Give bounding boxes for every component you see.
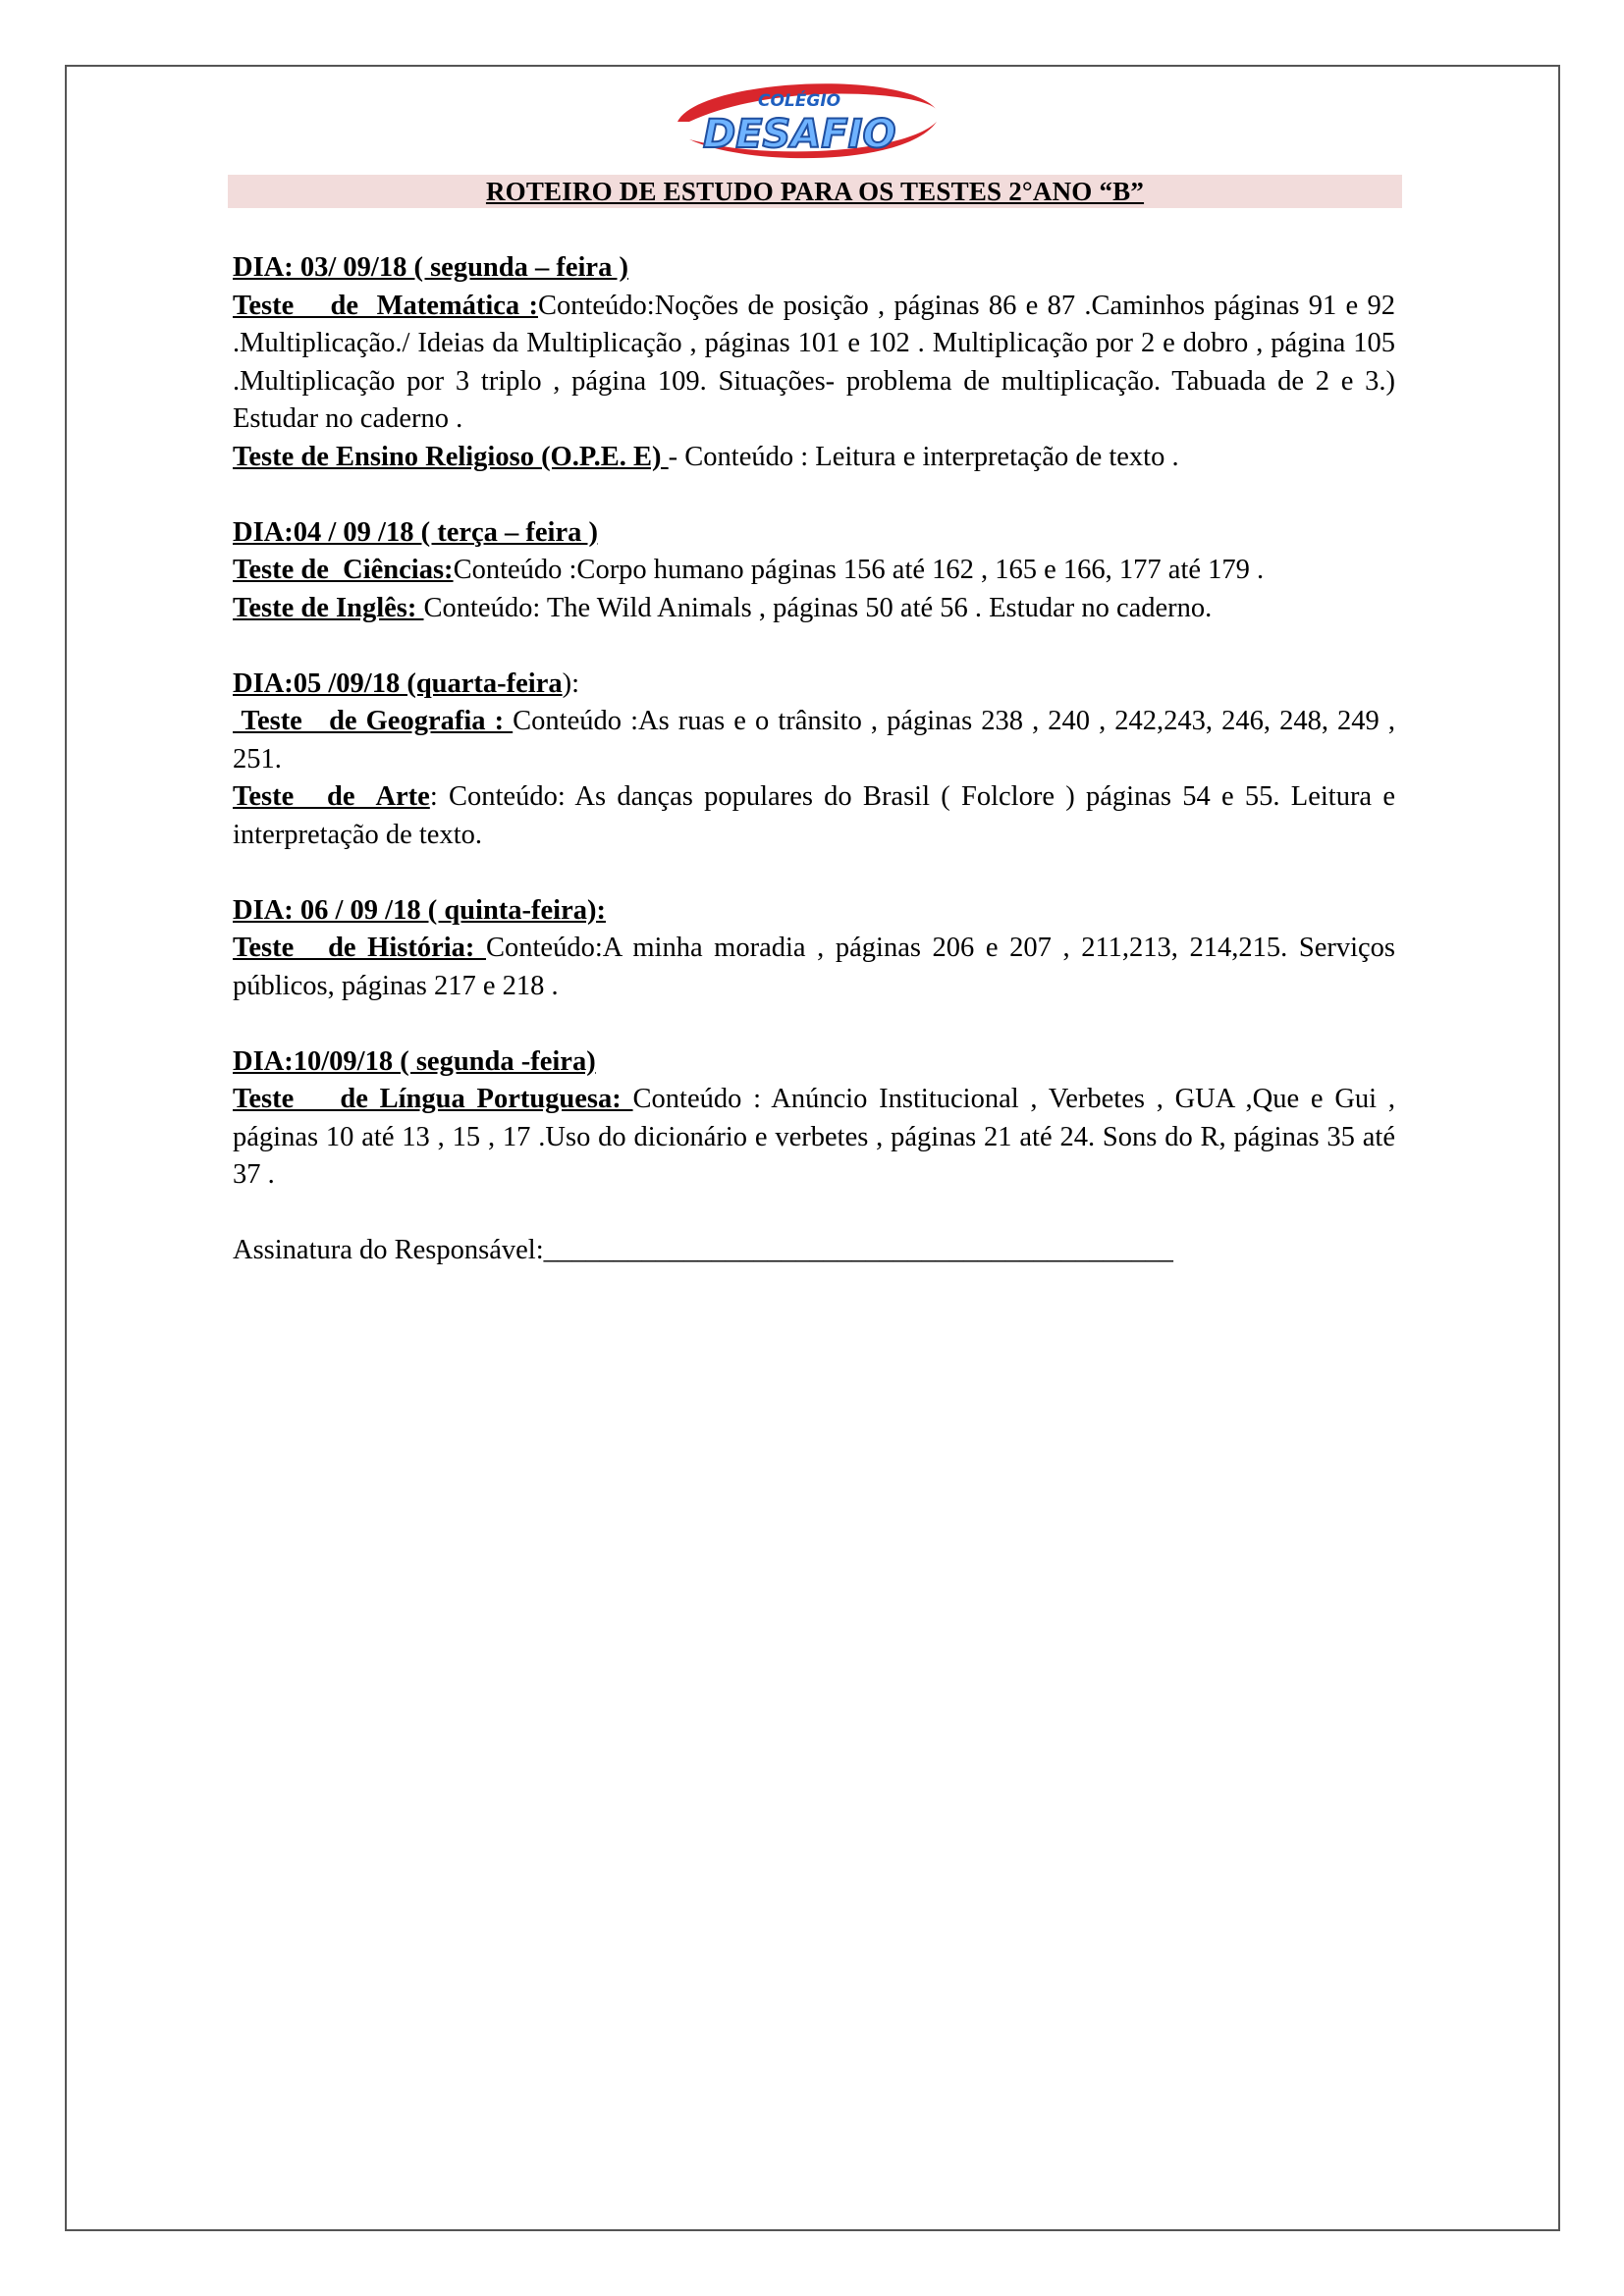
subject-content: - Conteúdo : Leitura e interpretação de texto . bbox=[668, 441, 1179, 472]
day-heading: DIA: 06 / 09 /18 ( quinta-feira): bbox=[233, 894, 606, 926]
logo-main-text: DESAFIO bbox=[703, 112, 896, 157]
subject-content: Conteúdo :Corpo humano páginas 156 até 162 , 165 e 166, 177 até 179 . bbox=[453, 555, 1265, 585]
subject-label: Teste de Matemática : bbox=[233, 290, 538, 321]
subject-label: Teste de Ciências: bbox=[233, 555, 454, 585]
signature-blank[interactable]: _____________________________________________ bbox=[543, 1235, 1173, 1265]
subject-content: Conteúdo:A minha moradia , páginas 206 e 207 , 211,213, 214,215. Serviços públicos, páginas 217 e 218 . bbox=[233, 933, 1395, 1001]
day-heading: DIA: 03/ 09/18 ( segunda – feira ) bbox=[233, 252, 628, 283]
test-entry bbox=[233, 1081, 1395, 1195]
signature-line bbox=[233, 1232, 1395, 1270]
day-heading: DIA:05 /09/18 (quarta-feira bbox=[233, 667, 563, 699]
subject-content: Conteúdo : Anúncio Institucional , Verbetes , GUA ,Que e Gui , páginas 10 até 13 , 15 , 17 .Uso do dicionário e verbetes , páginas 21 até 24. Sons do R, páginas 35 até 37 . bbox=[233, 1084, 1395, 1190]
subject-content: Conteúdo :As ruas e o trânsito , páginas 238 , 240 , 242,243, 246, 248, 249 , 251. bbox=[233, 706, 1395, 774]
subject-label: Teste de Ensino Religioso (O.P.E. E) bbox=[233, 441, 669, 472]
day-heading: DIA:04 / 09 /18 ( terça – feira ) bbox=[233, 516, 598, 548]
day-heading-line bbox=[233, 666, 1395, 704]
day-section bbox=[233, 249, 1395, 476]
logo-top-text: COLÉGIO bbox=[758, 91, 841, 111]
subject-content: : Conteúdo: As danças populares do Brasil ( Folclore ) páginas 54 e 55. Leitura e interpretação de texto. bbox=[233, 781, 1395, 850]
subject-content: Conteúdo: The Wild Animals , páginas 50 até 56 . Estudar no caderno. bbox=[423, 592, 1213, 623]
subject-content: Conteúdo:Noções de posição , páginas 86 e 87 .Caminhos páginas 91 e 92 .Multiplicação./ Ideias da Multiplicação , páginas 101 e 102 . Multiplicação por 2 e dobro , página 105 .Multiplicação por 3 triplo , página 109. Situações- problema de multiplicação. Tabuada de 2 e 3.) Estudar no caderno . bbox=[233, 290, 1395, 434]
day-section bbox=[233, 666, 1395, 855]
test-entry bbox=[233, 703, 1395, 778]
page-title: ROTEIRO DE ESTUDO PARA OS TESTES 2°ANO “B” bbox=[485, 177, 1145, 206]
signature-label: Assinatura do Responsável: bbox=[233, 1235, 544, 1265]
day-section bbox=[233, 892, 1395, 1006]
day-section bbox=[233, 514, 1395, 628]
day-section bbox=[233, 1043, 1395, 1195]
school-logo bbox=[660, 71, 954, 169]
logo-graphic bbox=[660, 71, 954, 169]
day-heading: DIA:10/09/18 ( segunda -feira) bbox=[233, 1045, 596, 1077]
test-entry bbox=[233, 552, 1395, 590]
day-heading-suffix: ): bbox=[562, 667, 580, 699]
test-entry bbox=[233, 439, 1395, 477]
subject-label: Teste de Inglês: bbox=[233, 592, 424, 623]
test-entry bbox=[233, 288, 1395, 439]
study-guide-body bbox=[233, 249, 1395, 1270]
test-entry bbox=[233, 590, 1395, 628]
subject-label: Teste de Geografia : bbox=[233, 706, 514, 736]
test-entry bbox=[233, 778, 1395, 854]
subject-label: Teste de História: bbox=[233, 933, 486, 963]
subject-label: Teste de Arte bbox=[233, 781, 430, 812]
test-entry bbox=[233, 930, 1395, 1005]
subject-label: Teste de Língua Portuguesa: bbox=[233, 1084, 633, 1114]
